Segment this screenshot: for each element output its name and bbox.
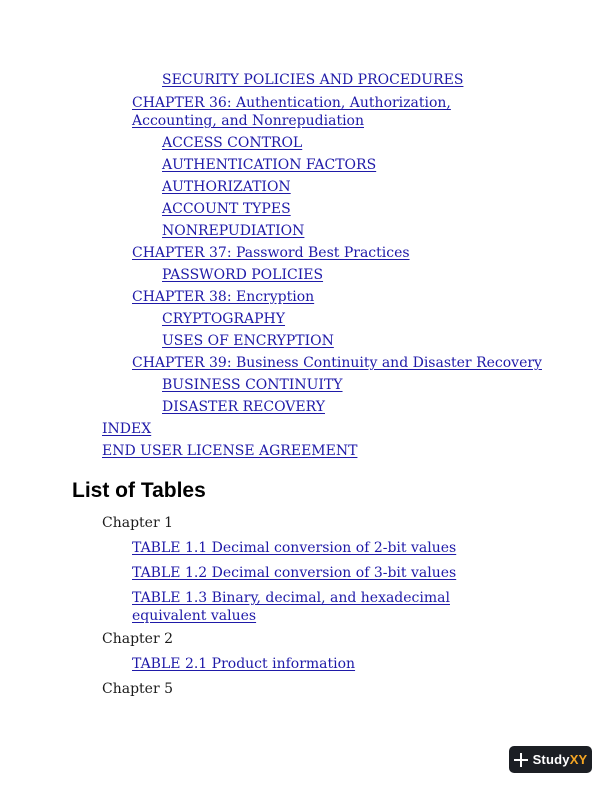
toc-cryptography-link[interactable]: CRYPTOGRAPHY xyxy=(162,311,286,327)
table-1-2-link[interactable]: TABLE 1.2 Decimal conversion of 3-bit values xyxy=(132,565,457,581)
toc-account-types-link[interactable]: ACCOUNT TYPES xyxy=(162,201,291,217)
toc-index-link[interactable]: INDEX xyxy=(102,421,152,437)
toc-access-control-link[interactable]: ACCESS CONTROL xyxy=(162,135,303,151)
table-2-1-link[interactable]: TABLE 2.1 Product information xyxy=(132,656,356,672)
studyxy-badge[interactable] xyxy=(509,746,592,773)
toc-chapter-36-link[interactable]: CHAPTER 36: Authentication, Authorization, Accounting, and Nonrepudiation xyxy=(132,95,451,129)
plus-icon xyxy=(514,753,528,767)
table-1-3-link[interactable]: TABLE 1.3 Binary, decimal, and hexadecimal equivalent values xyxy=(132,590,450,624)
toc-uses-of-encryption-link[interactable]: USES OF ENCRYPTION xyxy=(162,333,334,349)
toc-nonrepudiation-link[interactable]: NONREPUDIATION xyxy=(162,223,305,239)
chapter-1-label: Chapter 1 xyxy=(102,515,173,531)
list-of-tables-heading: List of Tables xyxy=(72,479,206,502)
toc-chapter-39-link[interactable]: CHAPTER 39: Business Continuity and Disaster Recovery xyxy=(132,355,542,371)
chapter-5-label: Chapter 5 xyxy=(102,681,173,697)
toc-disaster-recovery-link[interactable]: DISASTER RECOVERY xyxy=(162,399,325,415)
toc-password-policies-link[interactable]: PASSWORD POLICIES xyxy=(162,267,324,283)
toc-chapter-38-link[interactable]: CHAPTER 38: Encryption xyxy=(132,289,315,305)
toc-authorization-link[interactable]: AUTHORIZATION xyxy=(162,179,291,195)
toc-security-policies-link[interactable]: SECURITY POLICIES AND PROCEDURES xyxy=(162,72,464,88)
studyxy-logo-text: StudyXY xyxy=(532,752,588,767)
toc-business-continuity-link[interactable]: BUSINESS CONTINUITY xyxy=(162,377,343,393)
toc-eula-link[interactable]: END USER LICENSE AGREEMENT xyxy=(102,443,358,459)
toc-authentication-factors-link[interactable]: AUTHENTICATION FACTORS xyxy=(162,157,377,173)
toc-chapter-37-link[interactable]: CHAPTER 37: Password Best Practices xyxy=(132,245,410,261)
table-1-1-link[interactable]: TABLE 1.1 Decimal conversion of 2-bit values xyxy=(132,540,457,556)
chapter-2-label: Chapter 2 xyxy=(102,631,173,647)
